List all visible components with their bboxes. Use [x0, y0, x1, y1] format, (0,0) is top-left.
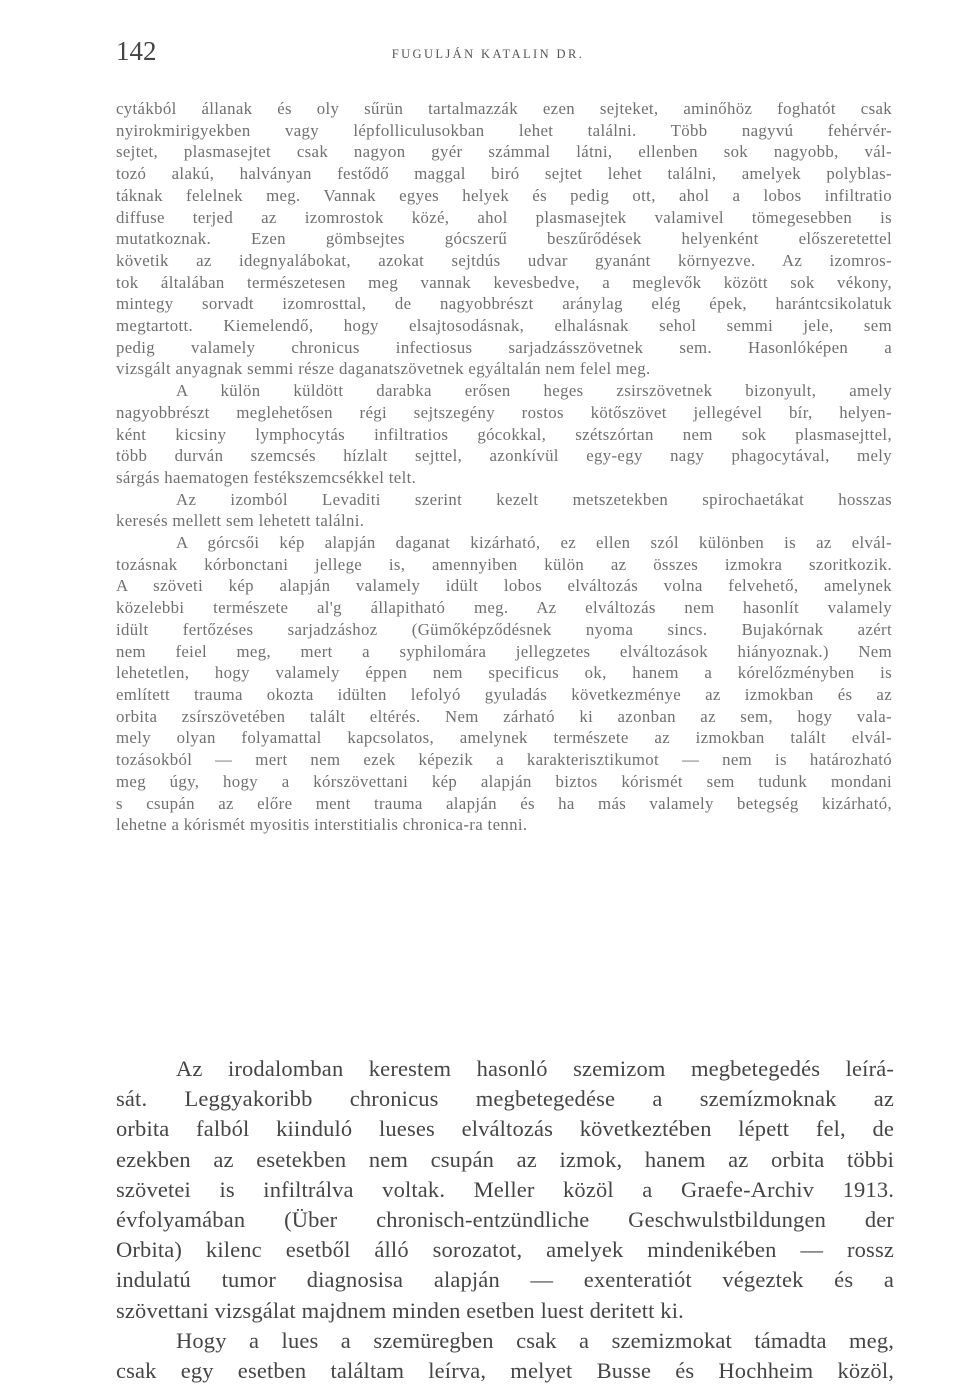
text-line: tozásnak kórbonctani jellege is, amennyiben külön az összes izmokra szoritkozik.: [116, 554, 892, 574]
text-line: tozó alakú, halványan festődő maggal biró sejtet lehet találni, amelyek polyblas-: [116, 164, 892, 184]
text-line: Az izomból Levaditi szerint kezelt metszetekben spirochaetákat hosszas: [176, 489, 892, 509]
text-line: Orbita) kilenc esetből álló sorozatot, amelyek mindenikében — rossz: [116, 1237, 894, 1263]
text-line: sárgás haematogen festékszemcsékkel telt.: [116, 467, 417, 487]
text-line: Az irodalomban kerestem hasonló szemizom megbetegedés leírá-: [176, 1056, 894, 1081]
text-line: táknak felelnek meg. Vannak egyes helyek és pedig ott, ahol a lobos infiltratio: [116, 185, 892, 205]
page-number: 142: [116, 36, 157, 66]
text-line: ezekben az esetekben nem csupán az izmok, hanem az orbita többi: [116, 1146, 894, 1172]
text-line: indulatú tumor diagnosisa alapján — exenteratiót végeztek és a: [116, 1267, 894, 1293]
main-text-section: [116, 1054, 894, 1386]
text-line: pedig valamely chronicus infectiosus sarjadzásszövetnek sem. Hasonlóképen a: [116, 337, 892, 357]
text-line: mutatkoznak. Ezen gömbsejtes gócszerű beszűrődések helyenként előszeretettel: [116, 229, 892, 249]
text-line: több durván szemcsés hízlalt sejttel, azonkívül egy-egy nagy phagocytával, mely: [116, 446, 892, 466]
text-line: cytákból állanak és oly sűrün tartalmazzák ezen sejteket, aminőhöz foghatót csak: [116, 99, 892, 118]
text-line: megtartott. Kiemelendő, hogy elsajtosodásnak, elhalásnak sehol semmi jele, sem: [116, 316, 892, 336]
text-line: mely olyan folyamattal kapcsolatos, amelynek természete az izmokban talált elvál-: [116, 728, 892, 748]
text-line: követik az idegnyalábokat, azokat sejtdús udvar gyanánt környezve. Az izomros-: [116, 250, 892, 270]
text-line: közelebbi természete al'g állapitható meg. Az elváltozás nem hasonlít valamely: [116, 598, 892, 618]
text-line: évfolyamában (Über chronisch-entzündliche Geschwulstbildungen der: [116, 1207, 894, 1233]
text-line: sát. Leggyakoribb chronicus megbetegedése a szemízmoknak az: [116, 1086, 894, 1112]
text-line: csak egy esetben találtam leírva, melyet Busse és Hochheim közöl,: [116, 1358, 894, 1384]
text-line: tozásokból — mert nem ezek képezik a karakterisztikumot — nem is határozható: [116, 750, 892, 770]
text-line: szövetei is infiltrálva voltak. Meller közöl a Graefe-Archiv 1913.: [116, 1176, 894, 1202]
text-line: Hogy a lues a szemüregben csak a szemizmokat támadta meg,: [176, 1327, 894, 1353]
page-header: [116, 36, 860, 76]
text-line: említett trauma okozta idülten lefolyó gyuladás következménye az izmokban és az: [116, 684, 892, 704]
text-line: keresés mellett sem lehetett találni.: [116, 511, 365, 531]
text-line: orbita falból kiinduló lueses elváltozás következtében lépett fel, de: [116, 1116, 894, 1142]
text-line: lehetne a kórismét myositis interstitialis chronica-ra tenni.: [116, 815, 528, 835]
small-print-section: [116, 98, 892, 836]
running-head: FUGULJÁN KATALIN DR.: [391, 47, 585, 61]
text-line: sejtet, plasmasejtet csak nagyon gyér számmal látni, ellenben sok nagyobb, vál-: [116, 142, 892, 162]
text-line: nem feiel meg, mert a syphilomára jellegzetes elváltozások hiányoznak.) Nem: [116, 641, 892, 661]
text-line: diffuse terjed az izomrostok közé, ahol plasmasejtek valamivel tömegesebben is: [116, 207, 892, 227]
text-line: A külön küldött darabka erősen heges zsirszövetnek bizonyult, amely: [176, 381, 892, 401]
text-line: s csupán az előre ment trauma alapján és ha más valamely betegség kizárható,: [116, 793, 892, 813]
text-line: meg úgy, hogy a kórszövettani kép alapján biztos kórismét sem tudunk mondani: [116, 771, 892, 791]
text-line: nyirokmirigyekben vagy lépfolliculusokban lehet találni. Több nagyvú fehérvér-: [116, 120, 892, 140]
text-line: mintegy sorvadt izomrosttal, de nagyobbrészt aránylag elég épek, harántcsikolatuk: [116, 294, 892, 314]
text-line: nagyobbrészt meglehetősen régi sejtszegény rostos kötőszövet jellegével bír, helyen-: [116, 402, 892, 422]
text-line: vizsgált anyagnak semmi része daganatszövetnek egyáltalán nem felel meg.: [116, 359, 651, 379]
text-line: A szöveti kép alapján valamely idült lobos elváltozás volna felvehető, amelynek: [116, 576, 892, 596]
text-line: A górcsői kép alapján daganat kizárható, ez ellen szól különben is az elvál-: [176, 533, 892, 553]
text-line: orbita zsírszövetében talált eltérés. Nem zárható ki azonban az sem, hogy vala-: [116, 706, 892, 726]
text-line: szövettani vizsgálat majdnem minden esetben luest deritett ki.: [116, 1297, 684, 1323]
text-line: lehetetlen, hogy valamely éppen nem specificus ok, hanem a kórelőzményben is: [116, 663, 892, 683]
text-line: tok általában természetesen meg vannak kevesbedve, a meglevők között sok vékony,: [116, 272, 892, 292]
text-line: idült fertőzéses sarjadzáshoz (Gümőképződésnek nyoma sincs. Bujakórnak azért: [116, 619, 892, 639]
text-line: ként kicsiny lymphocytás infiltratios gócokkal, szétszórtan nem sok plasmasejttel,: [116, 424, 892, 444]
